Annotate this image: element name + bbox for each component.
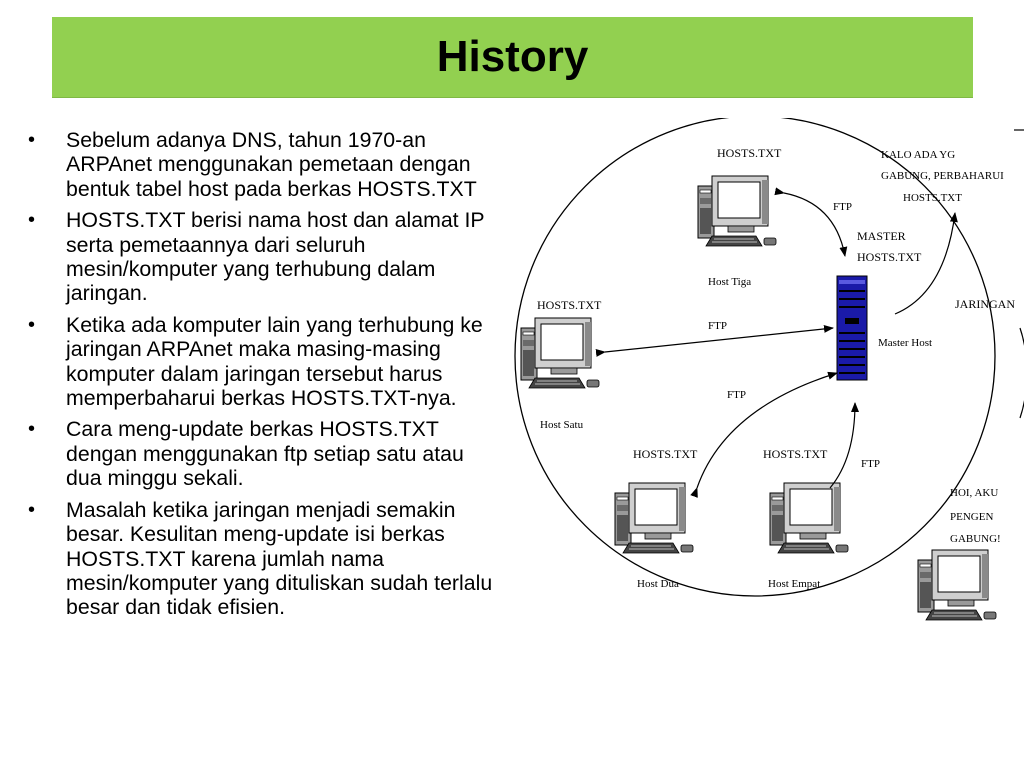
new-host-note-line: GABUNG!	[950, 533, 1001, 545]
master-label-line1: MASTER	[857, 229, 906, 243]
host-empat-file-label: HOSTS.TXT	[763, 447, 828, 461]
new-host-note-line: PENGEN	[950, 511, 994, 523]
network-diagram	[505, 118, 1024, 638]
ftp-link-dua	[697, 373, 837, 488]
note-line: HOSTS.TXT	[903, 192, 962, 204]
bullet-text: Ketika ada komputer lain yang terhubung ke jaringan ARPAnet maka masing-masing komputer dalam jaringan tersebut harus memperbaharui berkas HOSTS.TXT-nya.	[66, 312, 483, 411]
host-tiga-computer-icon	[698, 176, 776, 246]
host-satu-computer-icon	[521, 318, 599, 388]
slide-title: History	[436, 32, 589, 81]
host-satu-name-label: Host Satu	[540, 419, 584, 431]
host-empat-computer-icon	[770, 483, 848, 553]
host-satu-file-label: HOSTS.TXT	[537, 298, 602, 312]
ftp-label: FTP	[861, 458, 880, 470]
ftp-label: FTP	[833, 201, 852, 213]
title-bar	[52, 17, 973, 98]
jaringan-label: JARINGAN	[955, 297, 1015, 311]
host-dua-computer-icon	[615, 483, 693, 553]
note-line: GABUNG, PERBAHARUI	[881, 170, 1004, 182]
new-host-note-line: HOI, AKU	[950, 487, 999, 499]
bullet-dot-icon: •	[28, 313, 36, 336]
bullet-text: HOSTS.TXT berisi nama host dan alamat IP serta pemetaannya dari seluruh mesin/komputer yang terhubung dalam jaringan.	[66, 208, 485, 306]
bullet-text: Sebelum adanya DNS, tahun 1970-an ARPAnet menggunakan pemetaan dengan bentuk tabel host pada berkas HOSTS.TXT	[66, 128, 477, 201]
bullet-item	[22, 313, 500, 411]
ftp-label: FTP	[708, 320, 727, 332]
master-label-line2: HOSTS.TXT	[857, 250, 922, 264]
host-empat-name-label: Host Empat	[768, 578, 821, 590]
host-dua-file-label: HOSTS.TXT	[633, 447, 698, 461]
bullet-item	[22, 208, 500, 306]
host-dua-name-label: Host Dua	[637, 578, 679, 590]
bullet-dot-icon: •	[28, 209, 36, 232]
note-line: KALO ADA YG	[881, 149, 956, 161]
ftp-link-empat	[830, 403, 855, 488]
master-name-label: Master Host	[878, 337, 933, 349]
host-tiga-name-label: Host Tiga	[708, 276, 752, 288]
bullet-item	[22, 498, 500, 620]
bullet-item	[22, 128, 500, 201]
master-host-server-icon	[837, 276, 867, 380]
bullet-dot-icon: •	[28, 129, 36, 151]
bullet-item	[22, 417, 500, 490]
ftp-label: FTP	[727, 389, 746, 401]
bullet-list	[22, 128, 500, 627]
bullet-text: Cara meng-update berkas HOSTS.TXT dengan menggunakan ftp setiap satu atau dua minggu sekali.	[66, 417, 464, 491]
host-tiga-file-label: HOSTS.TXT	[717, 146, 782, 160]
bullet-text: Masalah ketika jaringan menjadi semakin besar. Kesulitan meng-update isi berkas HOSTS.TXT karena jumlah nama mesin/komputer yang dituliskan sudah terlalu besar dan tidak efisien.	[66, 497, 493, 620]
new-host-computer-icon	[918, 550, 996, 620]
bullet-dot-icon: •	[28, 498, 36, 521]
bullet-dot-icon: •	[28, 418, 36, 441]
